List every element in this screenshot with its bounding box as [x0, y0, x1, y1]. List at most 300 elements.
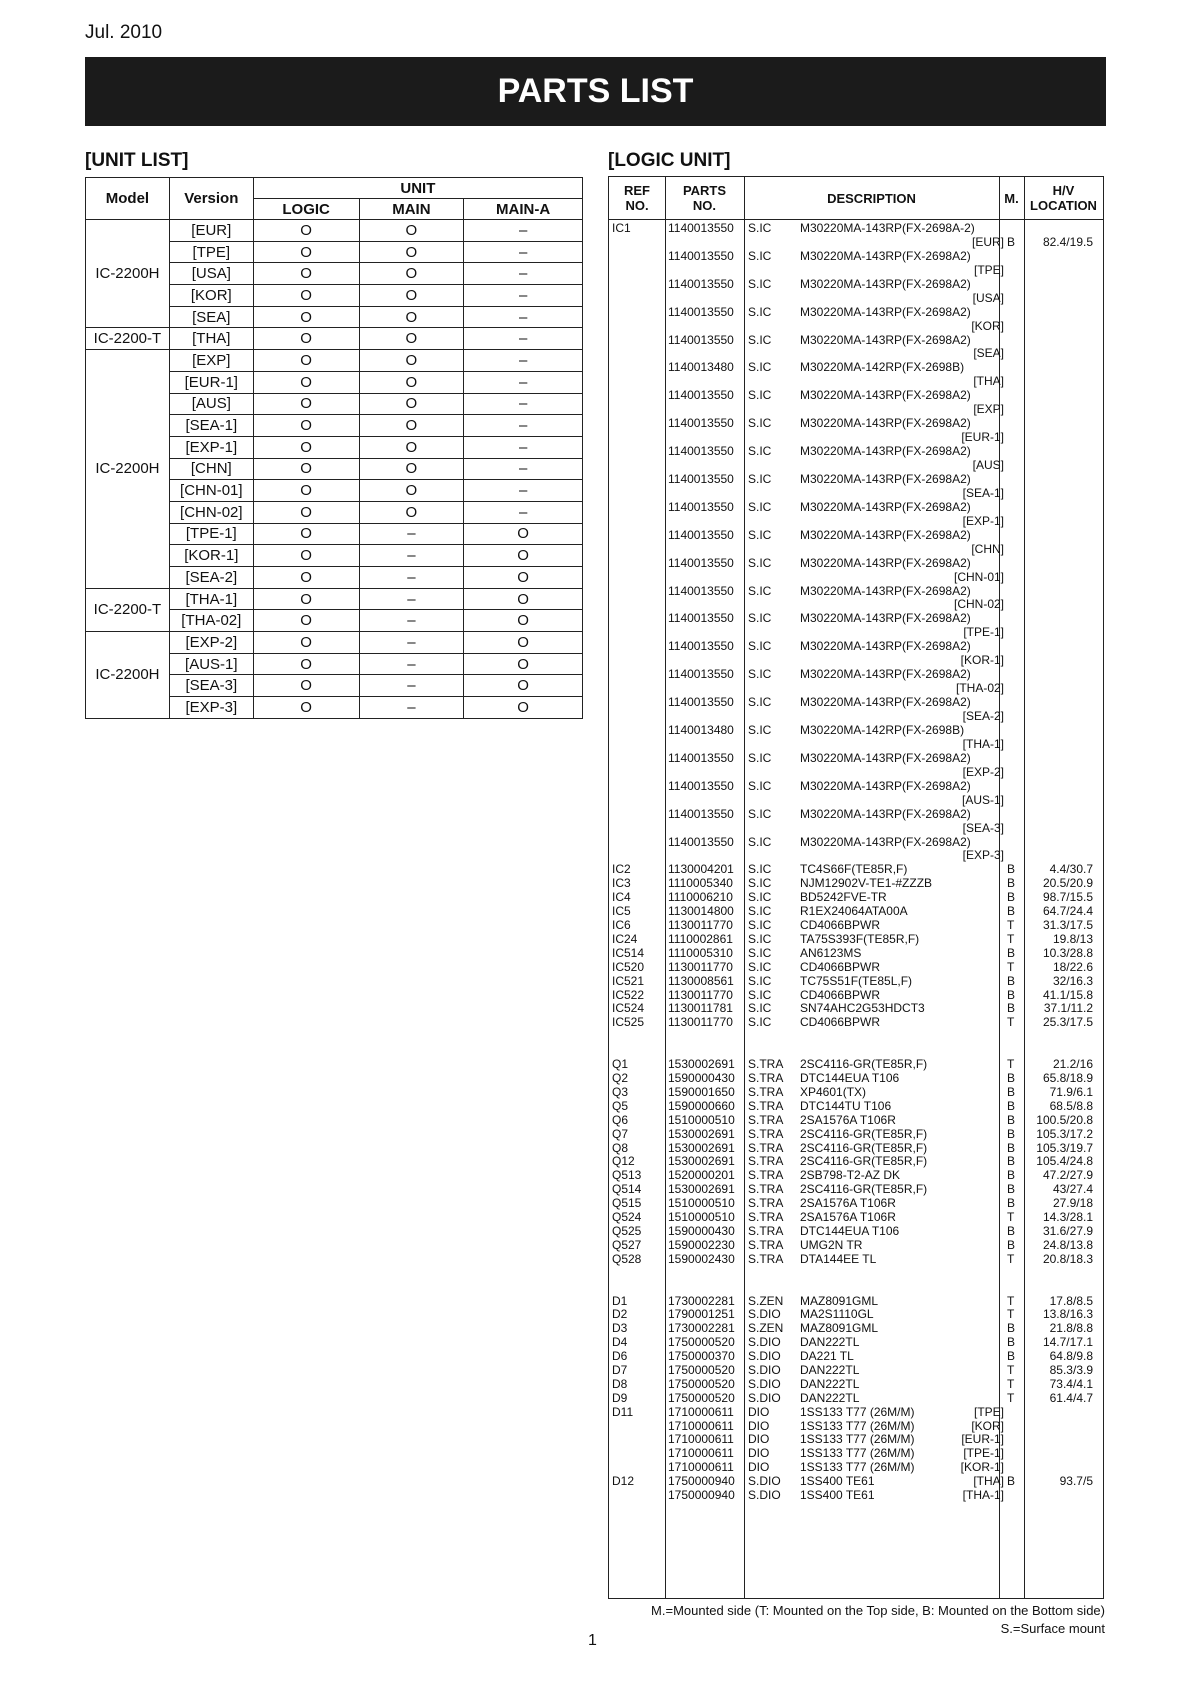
ref-no: Q8: [612, 1140, 629, 1155]
parts-no: 1530002691: [668, 1057, 735, 1072]
version-cell: [SEA]: [169, 306, 253, 328]
logic-cell: O: [253, 458, 359, 480]
version-tag: [KOR-1]: [960, 653, 1004, 668]
part-type: S.IC: [748, 499, 772, 514]
part-type: S.TRA: [748, 1182, 784, 1197]
page-number: 1: [588, 1632, 597, 1649]
parts-no: 1140013550: [668, 667, 734, 682]
ref-no: IC522: [612, 987, 645, 1002]
version-tag: [EXP-3]: [962, 848, 1004, 863]
part-description: DAN222TL: [800, 1335, 860, 1350]
ref-no: IC24: [612, 931, 638, 946]
header-unit: UNIT: [253, 178, 582, 199]
part-row: [609, 1086, 1103, 1100]
part-type: DIO: [748, 1460, 770, 1475]
ref-no: IC521: [612, 973, 645, 988]
parts-no: 1140013550: [668, 527, 734, 542]
part-description: MAZ8091GML: [800, 1293, 879, 1308]
mounted-side: B: [1007, 1196, 1016, 1211]
version-cell: [EXP-3]: [169, 697, 253, 719]
version-tag: [EXP]: [973, 402, 1004, 417]
part-type: S.DIO: [748, 1376, 781, 1391]
part-type: S.IC: [748, 876, 772, 891]
part-description: 1SS400 TE61: [800, 1474, 875, 1489]
version-cell: [KOR-1]: [169, 545, 253, 567]
logic-cell: O: [253, 632, 359, 654]
mounted-side: B: [1007, 1182, 1016, 1197]
part-description: M30220MA-143RP(FX-2698A2): [800, 583, 971, 598]
part-description: 2SC4116-GR(TE85R,F): [800, 1182, 928, 1197]
part-type: S.IC: [748, 945, 772, 960]
part-row: [609, 696, 1103, 724]
part-row: [609, 417, 1103, 445]
hv-location: 18/22.6: [1052, 959, 1093, 974]
part-description: 1SS400 TE61: [800, 1488, 875, 1502]
main-a-cell: –: [464, 285, 583, 307]
hv-location: 43/27.4: [1052, 1182, 1093, 1197]
main-cell: O: [359, 458, 464, 480]
part-row: [609, 1336, 1103, 1350]
hv-location: 71.9/6.1: [1049, 1084, 1093, 1099]
version-cell: [EXP-1]: [169, 436, 253, 458]
part-row: [609, 1169, 1103, 1183]
part-description: M30220MA-143RP(FX-2698A2): [800, 472, 971, 487]
logic-cell: O: [253, 350, 359, 372]
row-spacer: [609, 1267, 1103, 1295]
parts-no: 1710000611: [668, 1418, 734, 1433]
logic-cell: O: [253, 480, 359, 502]
main-cell: O: [359, 220, 464, 242]
hv-location: 13.8/16.3: [1042, 1307, 1093, 1322]
hv-location: 14.3/28.1: [1042, 1209, 1093, 1224]
part-row: [609, 1058, 1103, 1072]
part-row: [609, 557, 1103, 585]
part-description: M30220MA-143RP(FX-2698A2): [800, 388, 971, 403]
main-a-cell: –: [464, 480, 583, 502]
parts-no: 1530002691: [668, 1154, 735, 1169]
header-mounted: M.: [1004, 190, 1019, 206]
part-row: [609, 222, 1103, 250]
parts-no: 1710000611: [668, 1460, 734, 1475]
header-version: Version: [169, 178, 253, 220]
model-cell: IC-2200-T: [86, 588, 170, 631]
unit-row: [86, 588, 583, 610]
parts-no: 1750000520: [668, 1390, 735, 1405]
ref-no: IC520: [612, 959, 645, 974]
ref-no: D9: [612, 1390, 628, 1405]
main-cell: O: [359, 501, 464, 523]
hv-location: 20.5/20.9: [1042, 876, 1093, 891]
parts-no: 1110005340: [668, 876, 733, 891]
part-type: S.IC: [748, 416, 772, 431]
parts-no: 1130011770: [668, 987, 733, 1002]
part-type: S.IC: [748, 1015, 772, 1030]
version-tag: [EXP-1]: [962, 513, 1004, 528]
ref-no: Q513: [612, 1168, 642, 1183]
mounted-side: B: [1007, 987, 1016, 1002]
part-type: S.IC: [748, 806, 772, 821]
ref-no: IC3: [612, 876, 631, 891]
model-cell: IC-2200H: [86, 632, 170, 719]
version-cell: [EXP]: [169, 350, 253, 372]
hv-location: 93.7/5: [1059, 1474, 1093, 1489]
part-type: S.IC: [748, 304, 772, 319]
part-type: S.IC: [748, 834, 772, 849]
part-type: S.TRA: [748, 1237, 784, 1252]
part-description: DTC144EUA T106: [800, 1071, 900, 1086]
part-row: [609, 1239, 1103, 1253]
main-a-cell: O: [464, 632, 583, 654]
main-cell: –: [359, 523, 464, 545]
mounted-side: B: [1007, 1154, 1016, 1169]
unit-list-body: [86, 220, 583, 719]
part-type: S.TRA: [748, 1112, 784, 1127]
part-description: TC4S66F(TE85R,F): [800, 862, 908, 877]
parts-no: 1130008561: [668, 973, 734, 988]
main-cell: –: [359, 675, 464, 697]
parts-no: 1590000430: [668, 1223, 735, 1238]
part-type: S.TRA: [748, 1196, 784, 1211]
parts-no: 1590002230: [668, 1237, 735, 1252]
part-row: [609, 473, 1103, 501]
part-row: [609, 947, 1103, 961]
mounted-side: B: [1007, 1237, 1016, 1252]
model-cell: IC-2200H: [86, 220, 170, 328]
mounted-side: T: [1007, 1307, 1015, 1322]
part-row: [609, 891, 1103, 905]
part-row: [609, 1183, 1103, 1197]
part-row: [609, 1420, 1103, 1434]
hv-location: 21.8/8.8: [1049, 1321, 1093, 1336]
main-cell: O: [359, 350, 464, 372]
version-tag: [TPE-1]: [963, 625, 1004, 640]
parts-no: 1140013550: [668, 332, 734, 347]
footnote-mounted-side: M.=Mounted side (T: Mounted on the Top side, B: Mounted on the Bottom side): [651, 1603, 1105, 1618]
hv-location: 32/16.3: [1052, 973, 1093, 988]
part-type: S.TRA: [748, 1084, 784, 1099]
hv-location: 65.8/18.9: [1042, 1071, 1093, 1086]
unit-row: [86, 632, 583, 654]
parts-no: 1520000201: [668, 1168, 735, 1183]
logic-cell: O: [253, 675, 359, 697]
version-cell: [AUS]: [169, 393, 253, 415]
hv-location: 82.4/19.5: [1042, 234, 1093, 249]
ref-no: IC2: [612, 862, 631, 877]
hv-location: 4.4/30.7: [1049, 862, 1093, 877]
part-type: S.DIO: [748, 1390, 781, 1405]
ref-no: Q514: [612, 1182, 642, 1197]
ref-no: D12: [612, 1474, 635, 1489]
part-row: [609, 640, 1103, 668]
main-a-cell: –: [464, 241, 583, 263]
parts-no: 1140013550: [668, 834, 734, 849]
hv-location: 41.1/15.8: [1042, 987, 1093, 1002]
parts-no: 1140013550: [668, 583, 734, 598]
parts-no: 1110002861: [668, 931, 733, 946]
part-type: S.IC: [748, 959, 772, 974]
part-row: [609, 1475, 1103, 1489]
part-row: [609, 877, 1103, 891]
parts-no: 1130004201: [668, 862, 734, 877]
parts-no: 1140013550: [668, 416, 734, 431]
part-type: S.ZEN: [748, 1293, 784, 1308]
part-type: S.IC: [748, 778, 772, 793]
part-description: M30220MA-143RP(FX-2698A2): [800, 695, 971, 710]
mounted-side: B: [1007, 1084, 1016, 1099]
part-description: DAN222TL: [800, 1390, 860, 1405]
part-description: M30220MA-143RP(FX-2698A2): [800, 332, 971, 347]
logic-cell: O: [253, 501, 359, 523]
version-tag: [TPE-1]: [963, 1446, 1004, 1461]
mounted-side: T: [1007, 1015, 1015, 1030]
mounted-side: B: [1007, 234, 1016, 249]
logic-cell: O: [253, 415, 359, 437]
parts-no: 1140013550: [668, 778, 734, 793]
ref-no: IC5: [612, 904, 631, 919]
version-tag: [AUS-1]: [961, 792, 1004, 807]
main-cell: O: [359, 393, 464, 415]
ref-no: Q1: [612, 1057, 629, 1072]
logic-cell: O: [253, 241, 359, 263]
parts-no: 1530002691: [668, 1140, 735, 1155]
mounted-side: B: [1007, 1335, 1016, 1350]
mounted-side: T: [1007, 931, 1015, 946]
ref-no: IC524: [612, 1001, 645, 1016]
part-type: S.IC: [748, 221, 772, 235]
part-row: [609, 1447, 1103, 1461]
part-description: R1EX24064ATA00A: [800, 904, 908, 919]
logic-unit-header: [609, 177, 1103, 220]
main-a-cell: O: [464, 567, 583, 589]
part-description: 1SS133 T77 (26M/M): [800, 1432, 915, 1447]
row-spacer: [609, 1030, 1103, 1058]
main-cell: O: [359, 241, 464, 263]
ref-no: Q3: [612, 1084, 629, 1099]
mounted-side: B: [1007, 1223, 1016, 1238]
logic-unit-title: [LOGIC UNIT]: [608, 150, 731, 171]
part-type: S.IC: [748, 611, 772, 626]
mounted-side: B: [1007, 890, 1016, 905]
part-description: BD5242FVE-TR: [800, 890, 887, 905]
part-description: 1SS133 T77 (26M/M): [800, 1446, 915, 1461]
part-type: S.TRA: [748, 1098, 784, 1113]
part-type: DIO: [748, 1446, 770, 1461]
parts-no: 1750000520: [668, 1376, 735, 1391]
part-row: [609, 863, 1103, 877]
part-row: [609, 919, 1103, 933]
header-parts-no: PARTS NO.: [682, 183, 727, 213]
unit-list-title: [UNIT LIST]: [85, 150, 189, 171]
mounted-side: T: [1007, 1362, 1015, 1377]
logic-cell: O: [253, 371, 359, 393]
part-row: [609, 1002, 1103, 1016]
logic-cell: O: [253, 545, 359, 567]
part-type: S.IC: [748, 583, 772, 598]
parts-no: 1590001650: [668, 1084, 735, 1099]
ref-no: Q5: [612, 1098, 629, 1113]
part-type: DIO: [748, 1418, 770, 1433]
part-description: M30220MA-143RP(FX-2698A2): [800, 527, 971, 542]
mounted-side: T: [1007, 1293, 1015, 1308]
ref-no: IC1: [612, 221, 631, 235]
part-type: S.DIO: [748, 1349, 781, 1364]
parts-no: 1750000940: [668, 1474, 735, 1489]
parts-no: 1510000510: [668, 1209, 735, 1224]
ref-no: Q515: [612, 1196, 642, 1211]
part-description: M30220MA-143RP(FX-2698A2): [800, 611, 971, 626]
parts-no: 1140013550: [668, 611, 734, 626]
hv-location: 24.8/13.8: [1042, 1237, 1093, 1252]
parts-no: 1140013550: [668, 444, 734, 459]
part-row: [609, 1295, 1103, 1309]
header-hv-location: H/V LOCATION: [1030, 183, 1097, 213]
part-description: M30220MA-142RP(FX-2698B): [800, 723, 965, 738]
version-cell: [EUR-1]: [169, 371, 253, 393]
main-a-cell: O: [464, 523, 583, 545]
ref-no: D4: [612, 1335, 628, 1350]
part-row: [609, 1350, 1103, 1364]
main-a-cell: O: [464, 545, 583, 567]
parts-no: 1140013550: [668, 499, 734, 514]
mounted-side: B: [1007, 1140, 1016, 1155]
main-a-cell: –: [464, 393, 583, 415]
part-description: DTC144EUA T106: [800, 1223, 900, 1238]
ref-no: D11: [612, 1404, 634, 1419]
part-type: S.IC: [748, 973, 772, 988]
part-type: S.TRA: [748, 1071, 784, 1086]
ref-no: D7: [612, 1362, 628, 1377]
model-cell: IC-2200H: [86, 350, 170, 589]
version-tag: [CHN-01]: [953, 569, 1004, 584]
logic-cell: O: [253, 588, 359, 610]
version-tag: [EUR-1]: [961, 430, 1004, 445]
main-a-cell: –: [464, 436, 583, 458]
part-type: S.IC: [748, 332, 772, 347]
main-a-cell: O: [464, 610, 583, 632]
part-row: [609, 1322, 1103, 1336]
parts-no: 1750000520: [668, 1335, 735, 1350]
part-type: S.IC: [748, 639, 772, 654]
version-tag: [EXP-2]: [962, 764, 1004, 779]
part-type: S.IC: [748, 1001, 772, 1016]
version-cell: [EXP-2]: [169, 632, 253, 654]
part-description: 2SA1576A T106R: [800, 1209, 896, 1224]
part-description: CD4066BPWR: [800, 987, 881, 1002]
ref-no: Q524: [612, 1209, 642, 1224]
version-tag: [TPE]: [973, 262, 1004, 277]
page-title: PARTS LIST: [85, 57, 1106, 126]
part-row: [609, 306, 1103, 334]
part-description: M30220MA-142RP(FX-2698B): [800, 360, 965, 375]
part-description: M30220MA-143RP(FX-2698A2): [800, 806, 971, 821]
main-cell: –: [359, 610, 464, 632]
part-description: M30220MA-143RP(FX-2698A2): [800, 499, 971, 514]
version-tag: [SEA-1]: [962, 485, 1004, 500]
version-tag: [AUS]: [972, 458, 1004, 473]
part-row: [609, 529, 1103, 557]
hv-location: 73.4/4.1: [1049, 1376, 1093, 1391]
part-description: MA2S1110GL: [800, 1307, 874, 1322]
mounted-side: B: [1007, 1001, 1016, 1016]
mounted-side: B: [1007, 904, 1016, 919]
logic-cell: O: [253, 306, 359, 328]
ref-no: Q2: [612, 1071, 629, 1086]
main-cell: O: [359, 328, 464, 350]
part-description: M30220MA-143RP(FX-2698A2): [800, 276, 971, 291]
part-description: M30220MA-143RP(FX-2698A2): [800, 444, 971, 459]
version-cell: [THA]: [169, 328, 253, 350]
part-type: S.IC: [748, 276, 772, 291]
part-description: DA221 TL: [800, 1349, 854, 1364]
part-description: 1SS133 T77 (26M/M): [800, 1460, 915, 1475]
part-description: DTC144TU T106: [800, 1098, 892, 1113]
part-description: CD4066BPWR: [800, 959, 881, 974]
part-description: 1SS133 T77 (26M/M): [800, 1404, 915, 1419]
hv-location: 19.8/13: [1052, 931, 1093, 946]
unit-row: [86, 350, 583, 372]
main-cell: O: [359, 480, 464, 502]
part-row: [609, 808, 1103, 836]
part-type: S.IC: [748, 723, 772, 738]
part-description: M30220MA-143RP(FX-2698A2): [800, 555, 971, 570]
mounted-side: B: [1007, 1126, 1016, 1141]
part-row: [609, 278, 1103, 306]
main-a-cell: O: [464, 653, 583, 675]
main-cell: –: [359, 545, 464, 567]
part-type: S.TRA: [748, 1223, 784, 1238]
parts-no: 1530002691: [668, 1126, 735, 1141]
part-row: [609, 250, 1103, 278]
part-description: SN74AHC2G53HDCT3: [800, 1001, 925, 1016]
main-a-cell: O: [464, 675, 583, 697]
hv-location: 10.3/28.8: [1042, 945, 1093, 960]
parts-no: 1750000940: [668, 1488, 735, 1502]
main-cell: O: [359, 263, 464, 285]
part-row: [609, 1197, 1103, 1211]
part-row: [609, 961, 1103, 975]
parts-no: 1730002281: [668, 1293, 735, 1308]
part-type: S.IC: [748, 918, 772, 933]
parts-no: 1590000430: [668, 1071, 735, 1086]
part-row: [609, 1211, 1103, 1225]
part-row: [609, 1016, 1103, 1030]
part-type: S.IC: [748, 248, 772, 263]
version-tag: [KOR]: [971, 1418, 1004, 1433]
main-a-cell: –: [464, 328, 583, 350]
version-tag: [THA-1]: [962, 1488, 1004, 1502]
main-cell: O: [359, 371, 464, 393]
part-type: S.DIO: [748, 1362, 781, 1377]
part-description: M30220MA-143RP(FX-2698A-2): [800, 221, 975, 235]
parts-no: 1530002691: [668, 1182, 735, 1197]
part-type: S.IC: [748, 472, 772, 487]
part-description: M30220MA-143RP(FX-2698A2): [800, 416, 971, 431]
part-type: S.DIO: [748, 1488, 781, 1502]
parts-no: 1140013480: [668, 723, 734, 738]
part-description: DAN222TL: [800, 1376, 860, 1391]
logic-cell: O: [253, 393, 359, 415]
version-tag: [THA]: [973, 374, 1004, 389]
version-tag: [CHN-02]: [953, 597, 1004, 612]
part-description: NJM12902V-TE1-#ZZZB: [800, 876, 933, 891]
main-cell: O: [359, 415, 464, 437]
footnote-surface-mount: S.=Surface mount: [1000, 1621, 1105, 1636]
part-row: [609, 389, 1103, 417]
logic-cell: O: [253, 523, 359, 545]
mounted-side: B: [1007, 876, 1016, 891]
part-row: [609, 1364, 1103, 1378]
ref-no: Q6: [612, 1112, 629, 1127]
